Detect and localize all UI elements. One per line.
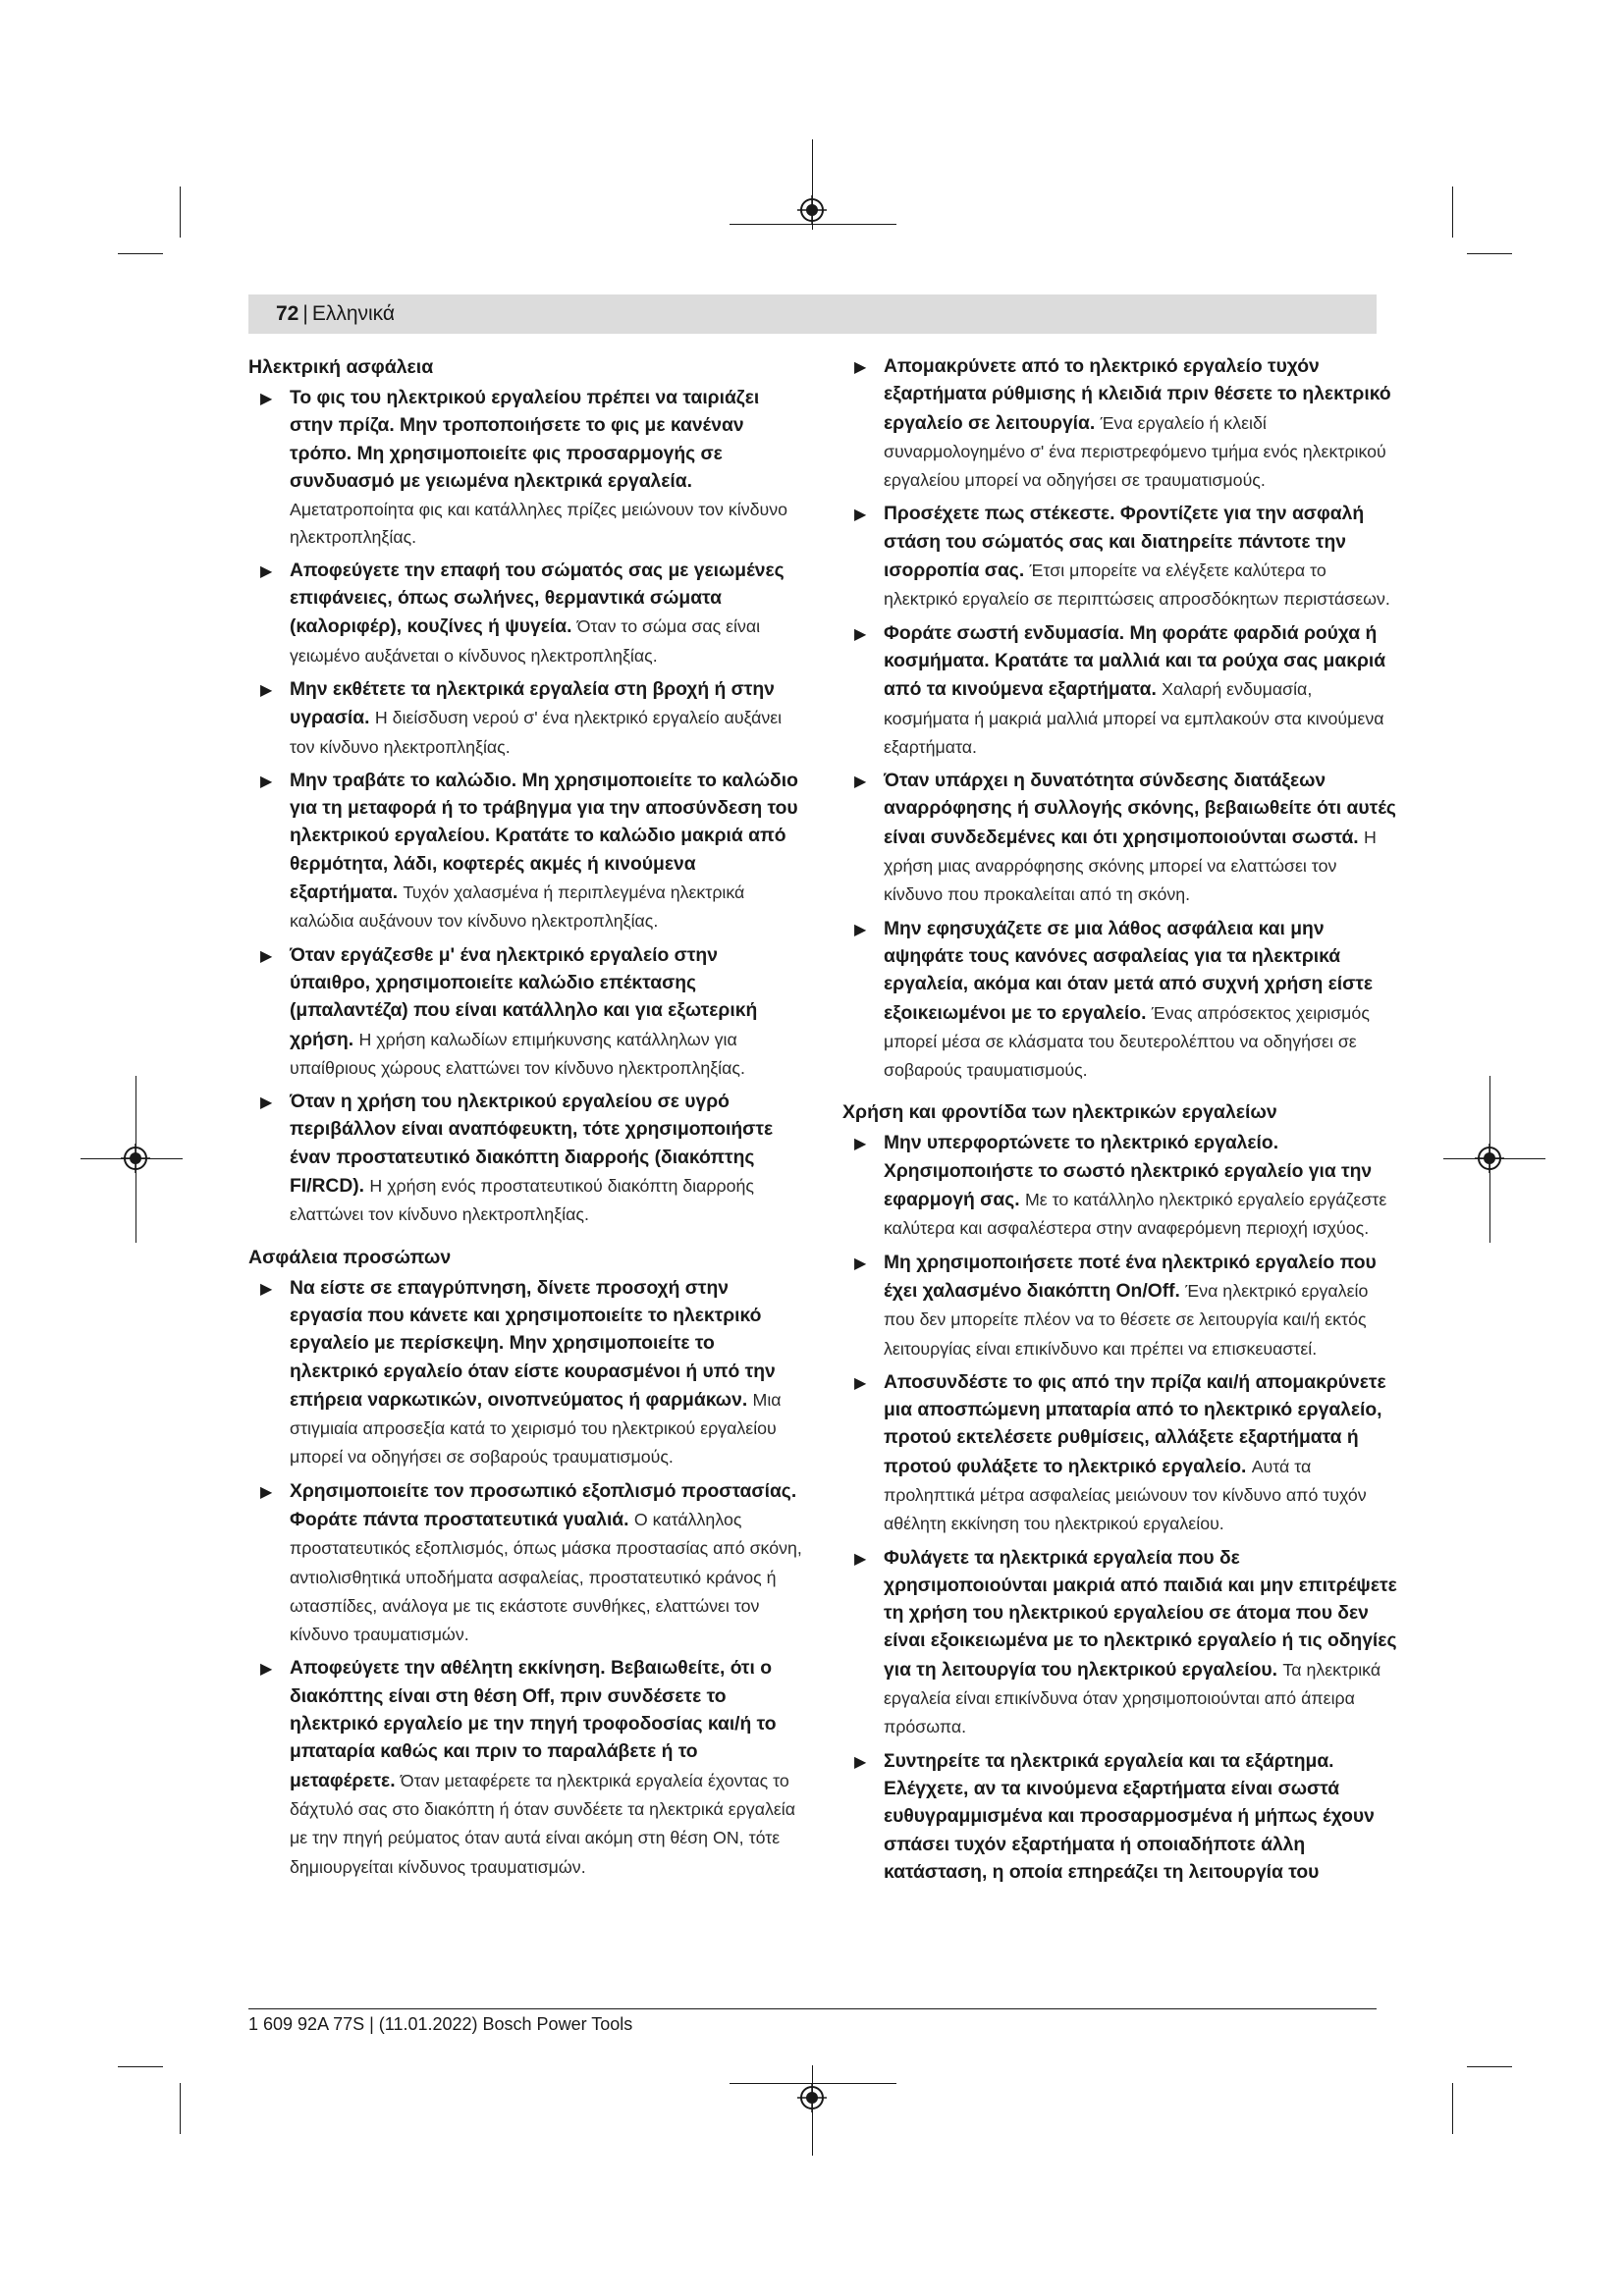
- crop-mark: [180, 2083, 181, 2134]
- triangle-bullet-icon: ▶: [854, 359, 867, 376]
- item-heading: Όταν εργάζεσθε μ' ένα ηλεκτρικό εργαλείο στην ύπαιθρο, χρησιμοποιείτε καλώδιο επέκτασης (μπαλαντέζα) που είναι κατάλληλο και για εξωτερική χρήση.: [290, 944, 758, 1050]
- item-note: Τα ηλεκτρικά εργαλεία είναι επικίνδυνα όταν χρησιμοποιούνται από άπειρα πρόσωπα.: [884, 1659, 1381, 1737]
- list-item: [842, 1545, 1397, 1742]
- list-item: [842, 768, 1397, 909]
- item-heading: Μην εφησυχάζετε σε μια λάθος ασφάλεια και μην αψηφάτε τους κανόνες ασφαλείας για τα ηλεκτρικά εργαλεία, ακόμα και όταν μετά από συχνή χρήση είστε εξοικειωμένοι με το εργαλείο.: [884, 918, 1374, 1024]
- section-title-electrical-safety: Ηλεκτρική ασφάλεια: [248, 356, 434, 378]
- list-item: [248, 768, 803, 936]
- item-heading: Αποφεύγετε την αθέλητη εκκίνηση. Βεβαιωθείτε, ότι ο διακόπτης είναι στη θέση Off, πριν συνδέσετε το ηλεκτρικό εργαλείο με την πηγή τροφοδοσίας και/ή το μπαταρία καθώς και πριν το παραλάβετε ή το μεταφέρετε.: [290, 1658, 777, 1791]
- item-note: Αμετατροποίητα φις και κατάλληλες πρίζες μειώνουν τον κίνδυνο ηλεκτροπληξίας.: [290, 500, 788, 548]
- item-heading: Μη χρησιμοποιήσετε ποτέ ένα ηλεκτρικό εργαλείο που έχει χαλασμένο διακόπτη On/Off.: [884, 1252, 1377, 1302]
- triangle-bullet-icon: ▶: [854, 625, 867, 643]
- list-item: [248, 676, 803, 762]
- triangle-bullet-icon: ▶: [854, 1255, 867, 1272]
- item-note: Η χρήση ενός προστατευτικού διακόπτη διαρροής ελαττώνει τον κίνδυνο ηλεκτροπληξίας.: [290, 1176, 754, 1225]
- triangle-bullet-icon: ▶: [260, 773, 273, 790]
- triangle-bullet-icon: ▶: [854, 774, 867, 791]
- triangle-bullet-icon: ▶: [260, 947, 273, 965]
- crop-mark: [1467, 253, 1512, 254]
- header-separator: |: [302, 302, 308, 325]
- section-title-personal-safety: Ασφάλεια προσώπων: [248, 1246, 452, 1268]
- item-heading: Μην υπερφορτώνετε το ηλεκτρικό εργαλείο. Χρησιμοποιήστε το σωστό ηλεκτρικό εργαλείο για την εφαρμογή σας.: [884, 1133, 1373, 1211]
- item-note: Μια στιγμιαία απροσεξία κατά το χειρισμό του ηλεκτρικού εργαλείου μπορεί να οδηγήσει σε σοβαρούς τραυματισμούς.: [290, 1389, 782, 1468]
- item-heading: Όταν η χρήση του ηλεκτρικού εργαλείου σε υγρό περιβάλλον είναι αναπόφευκτη, τότε χρησιμοποιήστε έναν προστατευτικό διακόπτη διαρροής (διακόπτης FI/RCD).: [290, 1092, 774, 1198]
- triangle-bullet-icon: ▶: [854, 1550, 867, 1568]
- triangle-bullet-icon: ▶: [260, 1095, 273, 1112]
- triangle-bullet-icon: ▶: [260, 681, 273, 699]
- item-heading: Απομακρύνετε από το ηλεκτρικό εργαλείο τυχόν εξαρτήματα ρύθμισης ή κλειδιά πριν θέσετε το ηλεκτρικό εργαλείο σε λειτουργία.: [884, 356, 1391, 434]
- list-item: [248, 942, 803, 1083]
- item-note: Η διείσδυση νερού σ' ένα ηλεκτρικό εργαλείο αυξάνει τον κίνδυνο ηλεκτροπληξίας.: [290, 708, 783, 757]
- page-footer: 1 609 92A 77S | (11.01.2022) Bosch Power Tools: [248, 2014, 633, 2034]
- crop-mark: [1452, 187, 1453, 238]
- item-note: Η χρήση καλωδίων επιμήκυνσης κατάλληλων για υπαίθριους χώρους ελαττώνει τον κίνδυνο ηλεκτροπληξίας.: [290, 1029, 745, 1078]
- item-heading: Όταν υπάρχει η δυνατότητα σύνδεσης διατάξεων αναρρόφησης ή συλλογής σκόνης, βεβαιωθείτε ότι αυτές είναι συνδεδεμένες και ότι χρησιμοποιούνται σωστά.: [884, 771, 1396, 848]
- left-column: [248, 353, 803, 1888]
- registration-mark-icon: [1475, 1144, 1504, 1173]
- list-item: [248, 1089, 803, 1229]
- triangle-bullet-icon: ▶: [260, 562, 273, 580]
- item-note: Η χρήση μιας αναρρόφησης σκόνης μπορεί να ελαττώσει τον κίνδυνο που προκαλείται από τη σκόνη.: [884, 827, 1377, 905]
- triangle-bullet-icon: ▶: [854, 1374, 867, 1392]
- registration-mark-icon: [797, 195, 827, 225]
- item-note: Χαλαρή ενδυμασία, κοσμήματα ή μακριά μαλλιά μπορεί να εμπλακούν στα κινούμενα εξαρτήματα.: [884, 679, 1384, 757]
- page-number: 72: [276, 302, 299, 325]
- item-heading: Χρησιμοποιείτε τον προσωπικό εξοπλισμό προστασίας. Φοράτε πάντα προστατευτικά γυαλιά.: [290, 1480, 797, 1530]
- list-item: [842, 1369, 1397, 1539]
- item-heading: Μην τραβάτε το καλώδιο. Μη χρησιμοποιείτε το καλώδιο για τη μεταφορά ή το τράβηγμα για την αποσύνδεση του ηλεκτρικού εργαλείου. Κρατάτε το καλώδιο μακριά από θερμότητα, λάδι, κοφτερές ακμές ή κινούμενα εξαρτήματα.: [290, 770, 798, 904]
- list-item: [842, 501, 1397, 614]
- crop-mark: [118, 2066, 163, 2067]
- footer-rule: [248, 2008, 1377, 2009]
- list-item: [842, 1250, 1397, 1363]
- triangle-bullet-icon: ▶: [260, 1483, 273, 1501]
- item-note: Όταν μεταφέρετε τα ηλεκτρικά εργαλεία έχοντας το δάχτυλό σας στο διακόπτη ή όταν συνδέετε τα ηλεκτρικά εργαλεία με την πηγή ρεύματος όταν αυτά είναι ακόμη στη θέση ON, τότε δημιουργείται κίνδυνος τραυματισμών.: [290, 1770, 796, 1877]
- crop-mark: [1452, 2083, 1453, 2134]
- triangle-bullet-icon: ▶: [260, 1280, 273, 1298]
- list-item: [248, 558, 803, 670]
- item-heading: Φοράτε σωστή ενδυμασία. Μη φοράτε φαρδιά ρούχα ή κοσμήματα. Κρατάτε τα μαλλιά και τα ρούχα σας μακριά από τα κινούμενα εξαρτήματα.: [884, 622, 1386, 701]
- list-item: [248, 1478, 803, 1650]
- registration-mark-icon: [797, 2083, 827, 2112]
- list-item: [842, 1130, 1397, 1243]
- item-note: Αυτά τα προληπτικά μέτρα ασφαλείας μειώνουν τον κίνδυνο από τυχόν αθέλητη εκκίνηση του ηλεκτρικού εργαλείου.: [884, 1456, 1367, 1534]
- triangle-bullet-icon: ▶: [260, 391, 273, 407]
- item-heading: Προσέχετε πως στέκεστε. Φροντίζετε για την ασφαλή στάση του σώματός σας και διατηρείτε πάντοτε την ισορροπία σας.: [884, 504, 1365, 582]
- item-note: Ο κατάλληλος προστατευτικός εξοπλισμός, όπως μάσκα προστασίας από σκόνη, αντιολισθητικά υποδήματα ασφαλείας, προστατευτικό κράνος ή ωτασπίδες, ανάλογα με τις εκάστοτε συνθήκες, ελαττώνει τον κίνδυνο τραυματισμών.: [290, 1509, 802, 1645]
- list-item: [842, 353, 1397, 495]
- crop-mark: [118, 253, 163, 254]
- triangle-bullet-icon: ▶: [854, 921, 867, 938]
- item-heading: Αποσυνδέστε το φις από την πρίζα και/ή απομακρύνετε μια αποσπώμενη μπαταρία από το ηλεκτρικό εργαλείο, προτού εκτελέσετε ρυθμίσεις, αλλάξετε εξαρτήματα ή προτού φυλάξετε το ηλεκτρικό εργαλείο.: [884, 1371, 1386, 1477]
- item-note: Με το κατάλληλο ηλεκτρικό εργαλείο εργάζεστε καλύτερα και ασφαλέστερα στην αναφερόμενη περιοχή ισχύος.: [884, 1190, 1387, 1239]
- list-item: [248, 1655, 803, 1881]
- item-heading: Αποφεύγετε την επαφή του σώματός σας με γειωμένες επιφάνειες, όπως σωλήνες, θερμαντικά σώματα (καλοριφέρ), κουζίνες ή ψυγεία.: [290, 560, 785, 638]
- list-item: [248, 1275, 803, 1472]
- item-heading: Να είστε σε επαγρύπνηση, δίνετε προσοχή στην εργασία που κάνετε και χρησιμοποιείτε το ηλεκτρικό εργαλείο με περίσκεψη. Μην χρησιμοποιείτε το ηλεκτρικό εργαλείο όταν είστε κουρασμένοι ή υπό την επήρεια ναρκωτικών, οινοπνεύματος ή φαρμάκων.: [290, 1277, 776, 1411]
- right-column: [842, 353, 1397, 1893]
- triangle-bullet-icon: ▶: [854, 507, 867, 524]
- list-item: [842, 620, 1397, 762]
- item-note: Έτσι μπορείτε να ελέγξετε καλύτερα το ηλεκτρικό εργαλείο σε περιπτώσεις απροσδόκητων περιστάσεων.: [884, 561, 1390, 610]
- header-language: Ελληνικά: [311, 302, 396, 325]
- item-heading: Μην εκθέτετε τα ηλεκτρικά εργαλεία στη βροχή ή στην υγρασία.: [290, 678, 775, 729]
- registration-mark-icon: [121, 1144, 150, 1173]
- triangle-bullet-icon: ▶: [854, 1753, 867, 1771]
- item-note: Ένα εργαλείο ή κλειδί συναρμολογημένο σ' ένα περιστρεφόμενο τμήμα ενός ηλεκτρικού εργαλείου μπορεί να οδηγήσει σε τραυματισμούς.: [884, 412, 1386, 491]
- list-item: [842, 1748, 1397, 1887]
- list-item: [248, 385, 803, 496]
- item-note: Ένα ηλεκτρικό εργαλείο που δεν μπορείτε πλέον να το θέσετε σε λειτουργία και/ή εκτός λειτουργίας είναι επικίνδυνο και πρέπει να επισκευαστεί.: [884, 1280, 1369, 1359]
- item-heading: Συντηρείτε τα ηλεκτρικά εργαλεία και τα εξάρτημα. Ελέγχετε, αν τα κινούμενα εξαρτήματα είναι σωστά ευθυγραμμισμένα και προσαρμοσμένα ή μήπως έχουν σπάσει τυχόν εξαρτήματα ή οποιαδήποτε άλλη κατάσταση, η οποία επηρεάζει τη λειτουργία του: [884, 1750, 1375, 1883]
- item-note: Τυχόν χαλασμένα ή περιπλεγμένα ηλεκτρικά καλώδια αυξάνουν τον κίνδυνο ηλεκτροπληξίας.: [290, 882, 745, 932]
- triangle-bullet-icon: ▶: [854, 1136, 867, 1153]
- triangle-bullet-icon: ▶: [260, 1661, 273, 1679]
- item-note: Ένας απρόσεκτος χειρισμός μπορεί μέσα σε κλάσματα του δευτερολέπτου να οδηγήσει σε σοβαρούς τραυματισμούς.: [884, 1002, 1370, 1081]
- crop-mark: [180, 187, 181, 238]
- section-title-tool-use-and-care: Χρήση και φροντίδα των ηλεκτρικών εργαλείων: [842, 1101, 1277, 1124]
- crop-mark: [1467, 2066, 1512, 2067]
- list-item: [842, 916, 1397, 1086]
- page-header: [248, 294, 1377, 334]
- item-heading: Το φις του ηλεκτρικού εργαλείου πρέπει να ταιριάζει στην πρίζα. Μην τροποποιήσετε το φις με κανέναν τρόπο. Μη χρησιμοποιείτε φις προσαρμογής σε συνδυασμό με γειωμένα ηλεκτρικά εργαλεία.: [290, 388, 760, 492]
- item-heading: Φυλάγετε τα ηλεκτρικά εργαλεία που δε χρησιμοποιούνται μακριά από παιδιά και μην επιτρέψετε τη χρήση του ηλεκτρικού εργαλείου σε άτομα που δεν είναι εξοικειωμένα με το ηλεκτρικό εργαλείο ή τις οδηγίες για τη λειτουργία του ηλεκτρικού εργαλείου.: [884, 1547, 1397, 1681]
- item-note: Όταν το σώμα σας είναι γειωμένο αυξάνεται ο κίνδυνος ηλεκτροπληξίας.: [290, 616, 761, 666]
